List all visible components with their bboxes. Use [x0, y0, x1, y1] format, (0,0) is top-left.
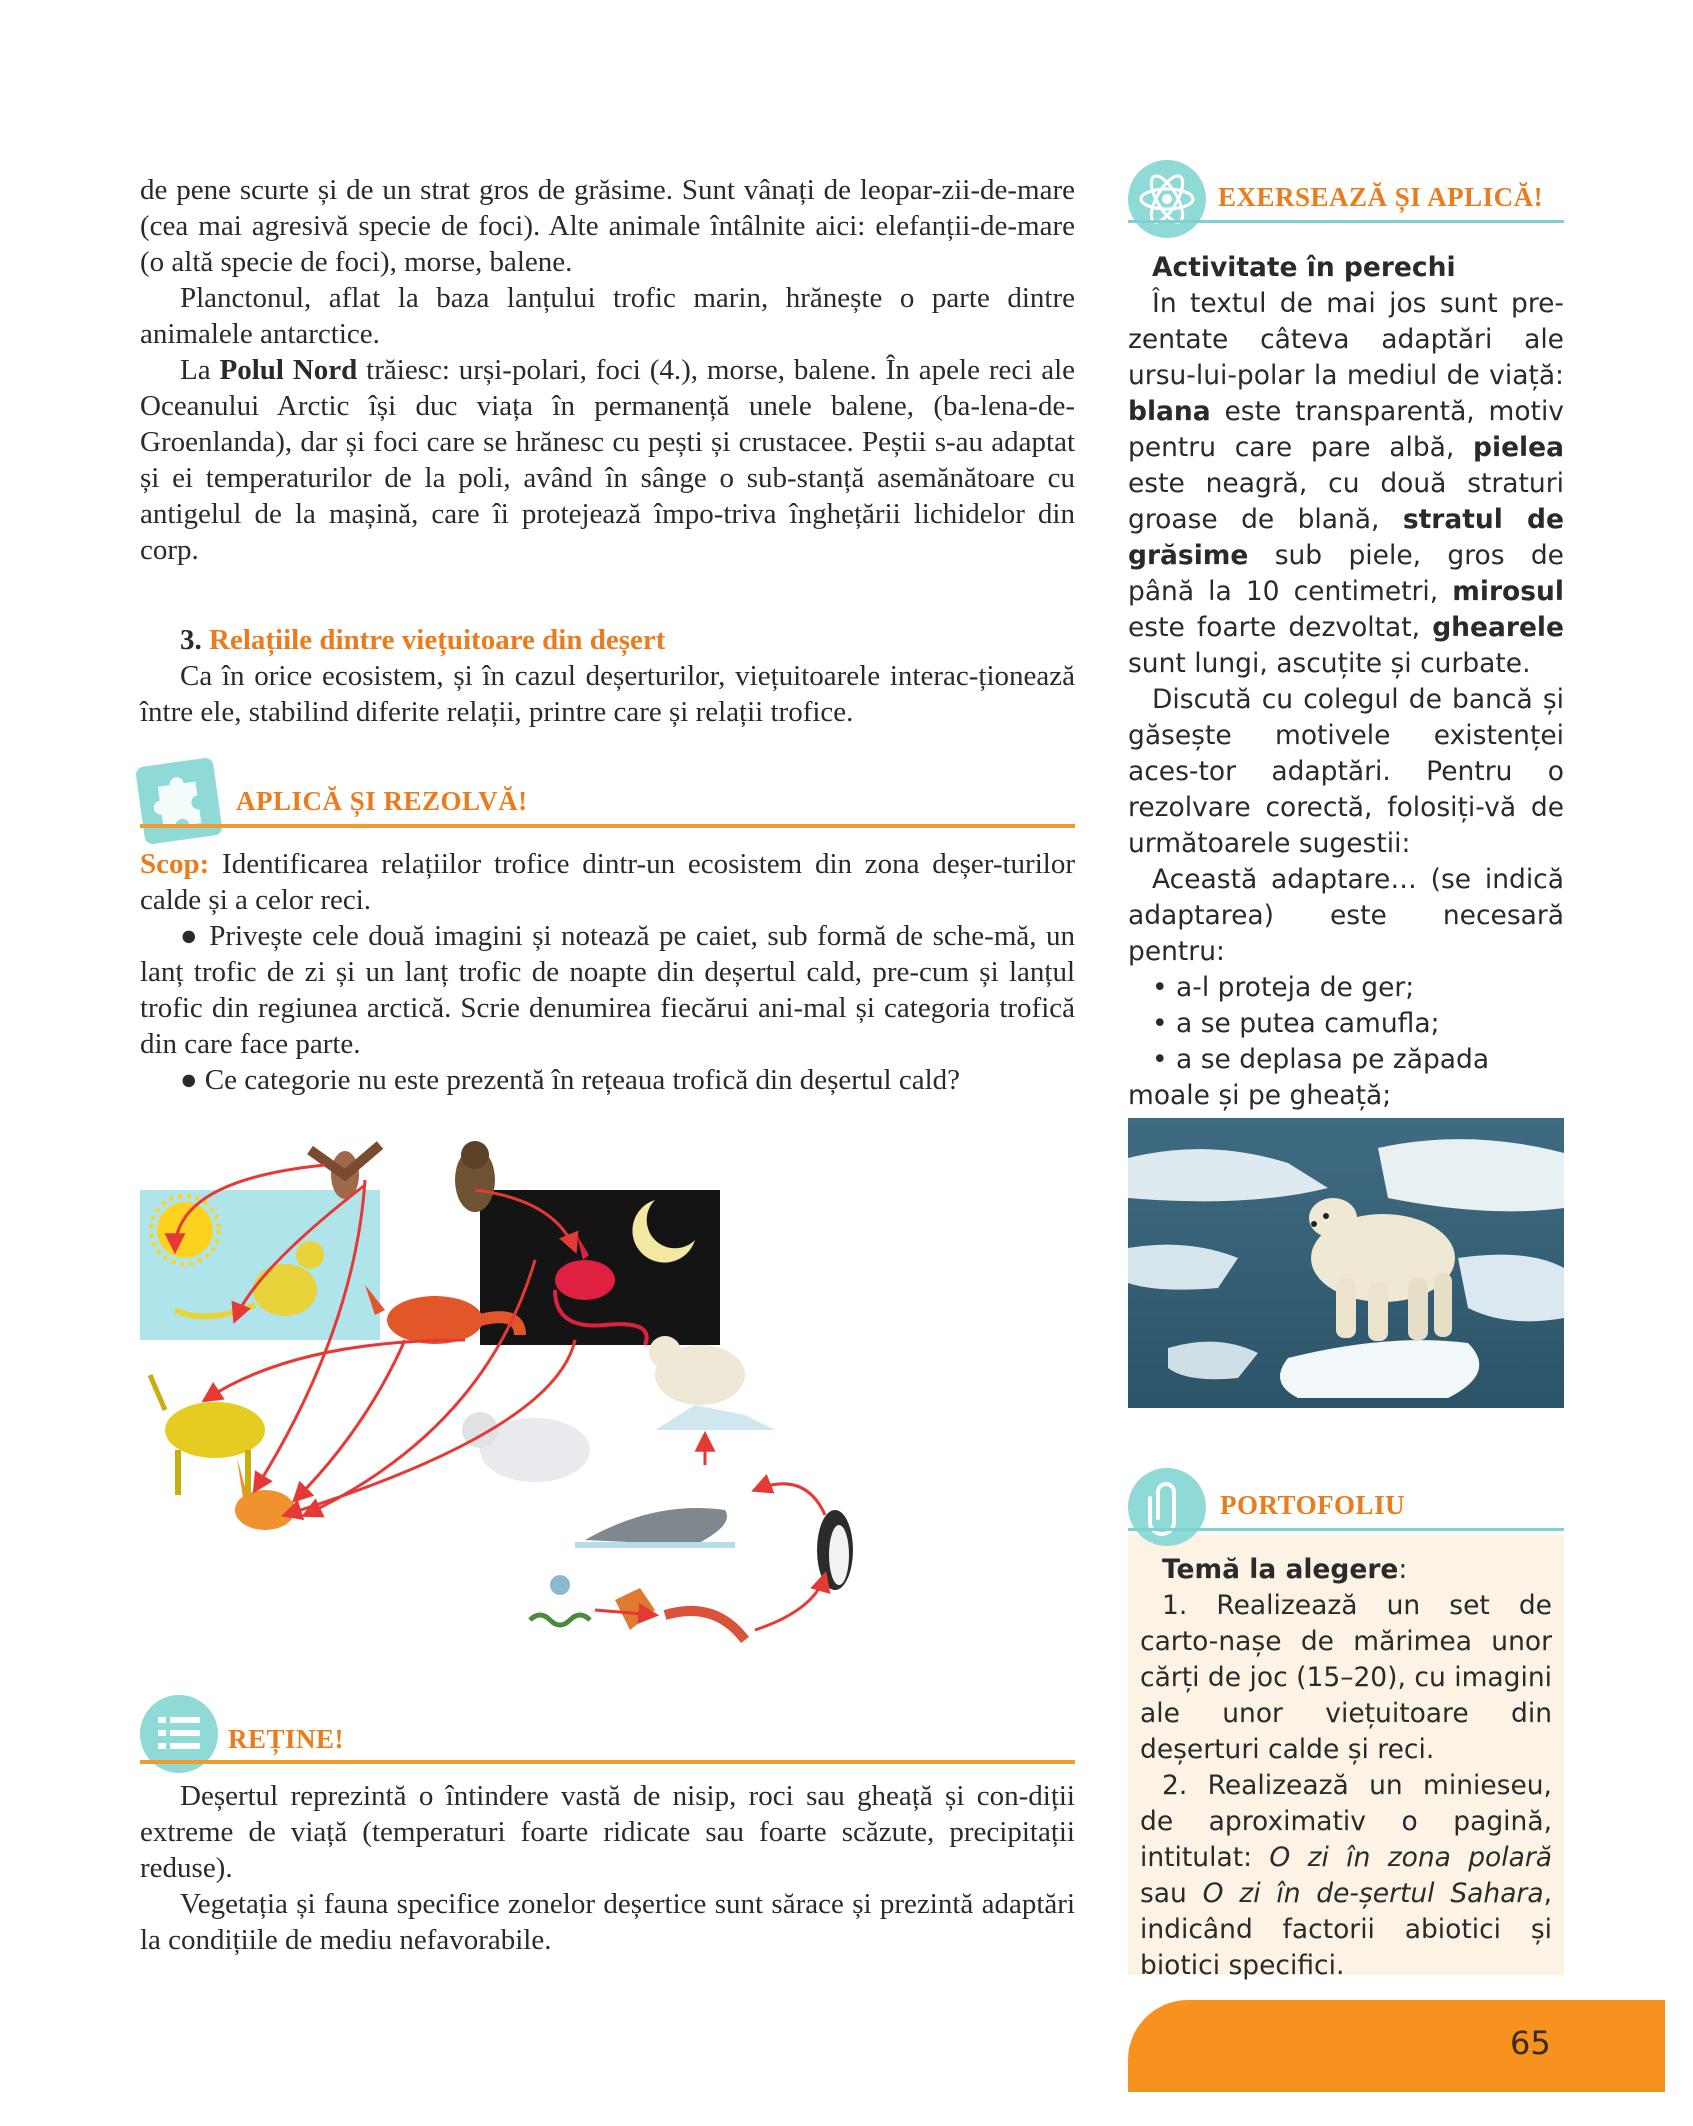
adaptation-text: este neagră, cu două straturi groase de blană, [1128, 468, 1564, 535]
theme-heading [1162, 1552, 1552, 1588]
seal [575, 1508, 735, 1548]
polar-bear-on-ice [649, 1336, 775, 1430]
exerseaza-paragraph-3: Această adaptare… (se indică adaptarea) este necesară pentru: [1128, 864, 1564, 967]
puzzle-icon [135, 757, 223, 845]
apply-bullet-1-text: Privește cele două imagini și notează pe caiet, sub formă de sche-mă, un lanț trofic de zi și un lanț trofic de noapte din deșertul cald, pre-cum și lanțul trofic din regiunea arctică. Scrie denumirea fiecărui ani-mal și categoria trofică din care face parte. [140, 920, 1075, 1060]
adaptation-text: este foarte dezvoltat, [1128, 612, 1433, 643]
paperclip-badge [1128, 1468, 1206, 1546]
apply-underline [140, 824, 1075, 828]
apply-body [140, 846, 1075, 1098]
apply-bullet-2: ● Ce categorie nu este prezentă în rețeaua trofică din deșertul cald? [180, 1064, 960, 1096]
portfolio-item-1: 1. Realizează un set de carto-nașe de mărimea unor cărți de joc (15–20), cu imagini ale unor viețuitoare din deșerturi calde și reci. [1140, 1590, 1552, 1765]
section-3-title: Relațiile dintre viețuitoare din deșert [209, 624, 666, 656]
apply-bullet-2-text: Ce categorie nu este prezentă în rețeaua trofică din deșertul cald? [204, 1064, 960, 1096]
theme-label: Temă la alegere [1162, 1554, 1399, 1585]
north-pole-paragraph [140, 352, 1075, 568]
adaptation-keyword: ghearele [1432, 612, 1564, 643]
exerseaza-subtitle: Activitate în perechi [1152, 252, 1456, 283]
section-3-heading [180, 622, 1075, 658]
exerseaza-body [1128, 250, 1564, 1150]
portfolio-item-2 [1140, 1768, 1552, 1984]
exerseaza-underline [1128, 220, 1564, 223]
north-pole-text: trăiesc: urși-polari, foci (4.), morse, balene. În apele reci ale Oceanului Arctic își duc viața în permanență unele balene, (ba-lena-de-Groenlanda), dar și foci care se hrănesc cu pești și crustacee. Peștii s-au adaptat și ei temperaturilor de la poli, având în sânge o sub-stanță asemănătoare cu antigelul de la mașină, care îi protejează împo-triva înghețării lichidelor din corp. [140, 354, 1075, 566]
penguin [817, 1510, 853, 1590]
portofoliu-title: PORTOFOLIU [1220, 1490, 1406, 1520]
atom-badge [1128, 160, 1206, 238]
adaptation-bullet-1: • a-l proteja de ger; [1152, 972, 1415, 1003]
portfolio-item-2-title-2: O zi în de-șertul Sahara [1202, 1878, 1544, 1909]
adaptation-text: este transparentă, motiv pentru care pare albă, [1128, 396, 1564, 463]
retine-body [140, 1778, 1075, 1958]
saiga-antelope [150, 1375, 265, 1495]
portfolio-item-2-a: 2. Realizează un minieseu, de aproximativ o pagină, intitulat: [1140, 1770, 1552, 1873]
scope-label: Scop: [140, 848, 210, 880]
arctic-wolf [462, 1412, 590, 1482]
adaptation-bullet-3: • a se deplasa pe zăpada moale și pe gheață; [1128, 1044, 1490, 1111]
adaptation-text: sunt lungi, ascuțite și curbate. [1128, 648, 1531, 679]
adaptation-keyword: blana [1128, 396, 1211, 427]
retine-underline [140, 1760, 1075, 1764]
adaptation-text: În textul de mai jos sunt pre-zentate câteva adaptări ale ursu-lui-polar la mediul de viață: [1128, 288, 1564, 391]
paperclip-icon [1128, 1468, 1206, 1546]
polar-bear-photo [1128, 1118, 1564, 1408]
section-3-text: Ca în orice ecosistem, și în cazul deșerturilor, viețuitoarele interac-ționează între ele, stabilind diferite relații, printre care și relații trofice. [140, 660, 1075, 728]
adaptation-keyword: mirosul [1452, 576, 1564, 607]
portfolio-item-2-b: sau [1140, 1878, 1203, 1909]
retine-title: REȚINE! [228, 1724, 345, 1754]
puzzle-badge [135, 757, 223, 845]
adaptation-bullet-2: • a se putea camufla; [1152, 1008, 1440, 1039]
atom-icon [1128, 160, 1206, 238]
section-3-number: 3. [180, 624, 202, 656]
intro-text [140, 172, 1075, 568]
exerseaza-paragraph-1 [1128, 286, 1564, 682]
theme-colon: : [1398, 1554, 1408, 1585]
portfolio-item-2-title-1: O zi în zona polară [1269, 1842, 1552, 1873]
hare [235, 1458, 295, 1530]
retine-paragraph-1: Deșertul reprezintă o întindere vastă de nisip, roci sau gheață și con-diții extreme de viață (temperaturi foarte ridicate sau foarte scăzute, precipitații reduse). [140, 1780, 1075, 1884]
exerseaza-paragraph-2: Discută cu colegul de bancă și găsește motivele existenței aces-tor adaptări. Pentru o rezolvare corectă, folosiți-vă de următoarele sugestii: [1128, 684, 1564, 859]
apply-bullet-1: ● Privește cele două imagini și notează pe caiet, sub formă de sche-mă, un lanț trofic de zi și un lanț trofic de noapte din deșertul cald, pre-cum și lanțul trofic din regiunea arctică. Scrie denumirea fiecărui ani-mal și categoria trofică din care face parte. [140, 920, 1075, 1060]
plankton [530, 1575, 655, 1630]
krill [665, 1611, 745, 1640]
adaptation-keyword: pielea [1473, 432, 1564, 463]
owl [455, 1141, 495, 1212]
intro-paragraph-1: de pene scurte și de un strat gros de grăsime. Sunt vânați de leopar-zii-de-mare (cea mai agresivă specie de foci). Alte animale întâlnite aici: elefanții-de-mare (o altă specie de foci), morse, balene. [140, 174, 1075, 278]
intro-paragraph-2: Planctonul, aflat la baza lanțului trofic marin, hrănește o parte dintre animalele antarctice. [140, 282, 1075, 350]
north-pole-prefix: La [180, 354, 220, 386]
retine-paragraph-2: Vegetația și fauna specifice zonelor deșertice sunt sărace și prezintă adaptări la condițiile de mediu nefavorabile. [140, 1888, 1075, 1956]
adaptation-keyword: stratul de grăsime [1128, 504, 1564, 571]
adaptation-text: sub piele, gros de până la 10 centimetri, [1128, 540, 1564, 607]
scope-line [140, 846, 1075, 918]
exerseaza-title: EXERSEAZĂ ȘI APLICĂ! [1218, 182, 1544, 212]
portfolio-item-2-c: , indicând factorii abiotici și biotici specifici. [1140, 1878, 1553, 1981]
portofoliu-body [1140, 1552, 1552, 1984]
scope-text: Identificarea relațiilor trofice dintr-un ecosistem din zona deșer-turilor calde și a celor reci. [140, 848, 1075, 916]
portofoliu-underline [1128, 1528, 1564, 1531]
apply-title: APLICĂ ȘI REZOLVĂ! [236, 786, 528, 816]
page-number-tab [1128, 2000, 1665, 2092]
section-3 [140, 622, 1075, 730]
page-number: 65 [1510, 2024, 1551, 2062]
food-web-illustration [135, 1130, 1095, 1650]
north-pole-bold: Polul Nord [219, 354, 358, 386]
